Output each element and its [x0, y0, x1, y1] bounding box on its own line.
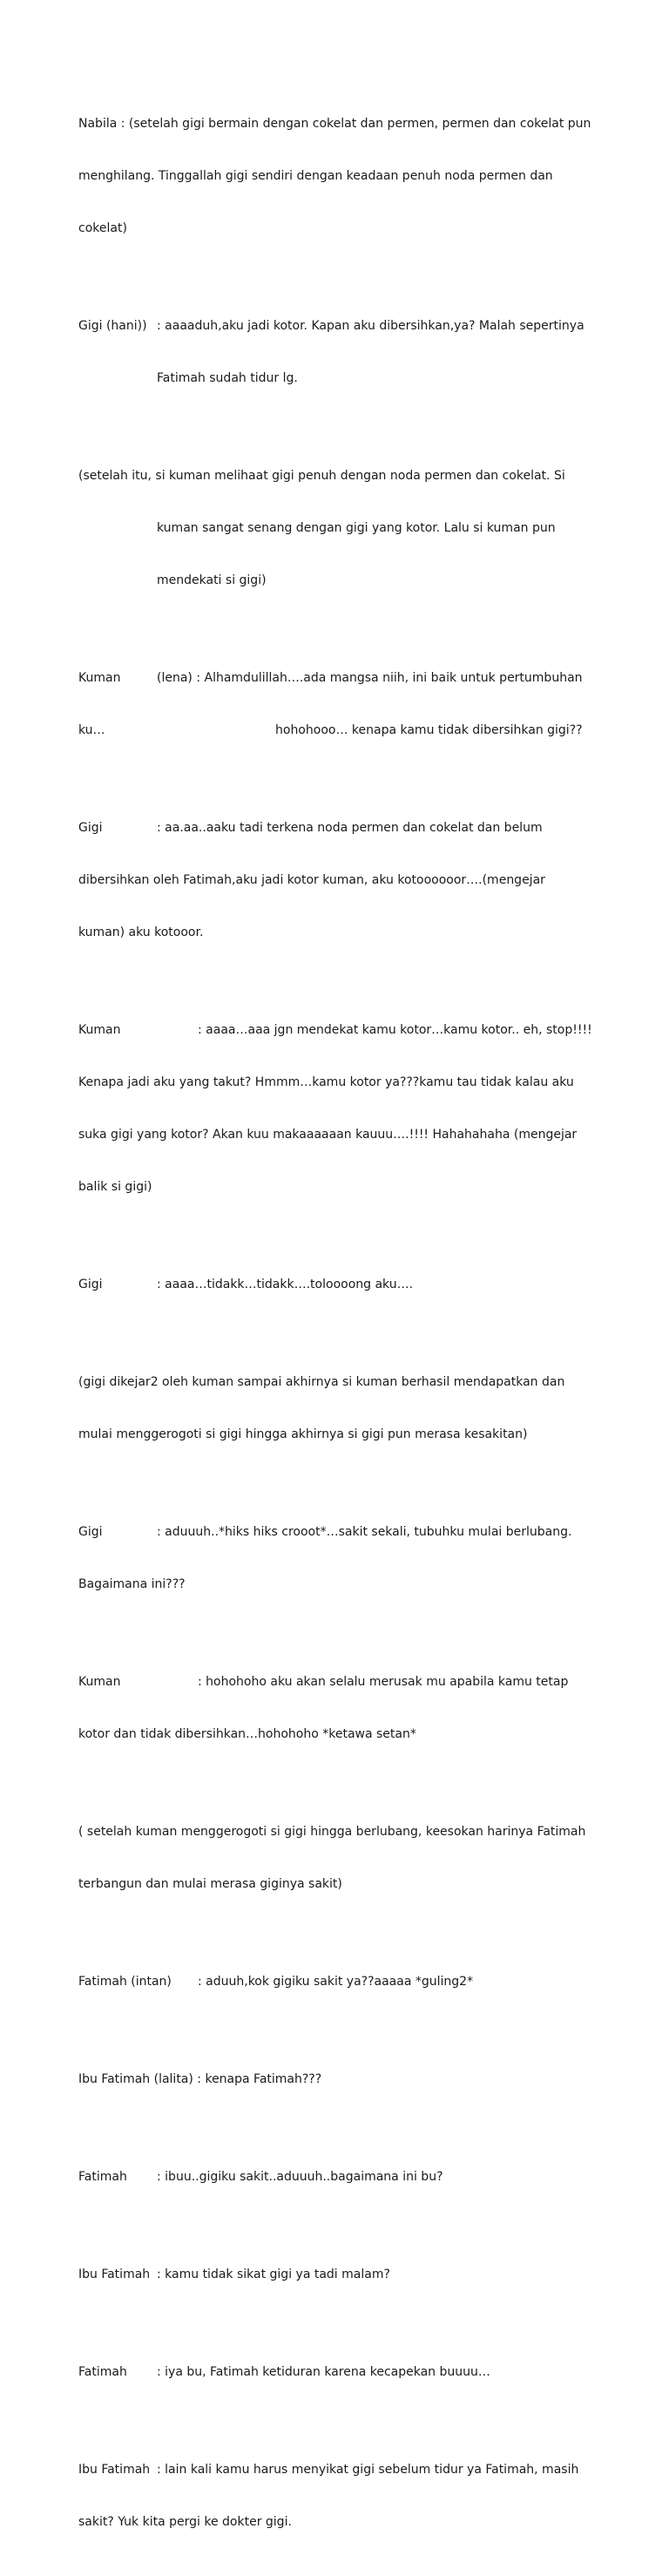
speaker-label: Gigi (hani)): [78, 319, 147, 333]
text-line: [78, 1973, 592, 1990]
dialogue-paragraph: [78, 2231, 592, 2318]
text-line: dibersihkan oleh Fatimah,aku jadi kotor kuman, aku kotoooooor….(mengejar: [78, 873, 545, 887]
dialogue-text: : aduuh,kok gigiku sakit ya??aaaaa *guling2*: [198, 1975, 474, 1989]
speaker-label: Gigi: [78, 1525, 103, 1539]
narration-paragraph: [78, 1339, 592, 1478]
speaker-label: Fatimah: [78, 2365, 127, 2379]
narration-paragraph: [78, 432, 592, 624]
text-line: menghilang. Tinggallah gigi sendiri dengan keadaan penuh noda permen dan: [78, 169, 553, 183]
dialogue-text: : aaaaduh,aku jadi kotor. Kapan aku dibersihkan,ya? Malah sepertinya: [157, 319, 585, 333]
text-line: kuman) aku kotooor.: [78, 925, 204, 939]
text-line: cokelat): [78, 221, 127, 235]
text-line: Nabila : (setelah gigi bermain dengan cokelat dan permen, permen dan cokelat pun: [78, 117, 591, 131]
dialogue-text: : iya bu, Fatimah ketiduran karena kecapekan buuuu…: [157, 2365, 490, 2379]
dialogue-paragraph: [78, 784, 592, 976]
dialogue-text: : hohohoho aku akan selalu merusak mu apabila kamu tetap: [198, 1675, 569, 1689]
dialogue-paragraph: [78, 1488, 592, 1628]
dialogue-paragraph: [78, 1638, 592, 1778]
text-line: [78, 819, 592, 837]
text-line: [78, 1276, 592, 1293]
text-line: [78, 1021, 592, 1039]
dialogue-paragraph: [78, 1938, 592, 2025]
text-line: kotor dan tidak dibersihkan…hohohoho *ketawa setan*: [78, 1727, 416, 1741]
speaker-label: Kuman: [78, 1675, 121, 1689]
text-line: [78, 317, 592, 335]
text-line: (gigi dikejar2 oleh kuman sampai akhirnya si kuman berhasil mendapatkan dan: [78, 1375, 565, 1389]
text-line: sakit? Yuk kita pergi ke dokter gigi.: [78, 2515, 292, 2529]
dialogue-paragraph: [78, 2036, 592, 2123]
text-line: suka gigi yang kotor? Akan kuu makaaaaaan kauuu….!!!! Hahahahaha (mengejar: [78, 1128, 578, 1142]
speaker-label: Kuman: [78, 1023, 121, 1037]
text-line: kuman sangat senang dengan gigi yang kotor. Lalu si kuman pun: [157, 521, 556, 535]
text-line: [78, 2266, 592, 2283]
dialogue-paragraph: [78, 282, 592, 422]
dialogue-paragraph: [78, 634, 592, 774]
document-body: [78, 80, 592, 2576]
dialogue-text: : aaaa…tidakk…tidakk….toloooong aku….: [157, 1278, 414, 1291]
text-line: Ibu Fatimah (lalita) : kenapa Fatimah???: [78, 2072, 322, 2086]
text-line: [78, 1523, 592, 1541]
speaker-label: Gigi: [78, 1278, 103, 1291]
dialogue-text: : kamu tidak sikat gigi ya tadi malam?: [157, 2268, 390, 2281]
text-line: terbangun dan mulai merasa giginya sakit): [78, 1877, 342, 1891]
speaker-label: Ibu Fatimah: [78, 2463, 151, 2477]
dialogue-text: : aaaa…aaa jgn mendekat kamu kotor…kamu kotor.. eh, stop!!!!: [198, 1023, 592, 1037]
text-line: (setelah itu, si kuman melihaat gigi penuh dengan noda permen dan cokelat. Si: [78, 469, 565, 483]
text-line: [78, 1673, 592, 1691]
dialogue-text: ku…: [78, 723, 105, 737]
dialogue-text: : aa.aa..aaku tadi terkena noda permen dan cokelat dan belum: [157, 821, 543, 835]
text-line: [78, 2363, 592, 2381]
dialogue-text: hohohooo… kenapa kamu tidak dibersihkan gigi??: [275, 723, 583, 737]
dialogue-paragraph: [78, 2133, 592, 2220]
dialogue-text: : ibuu..gigiku sakit..aduuuh..bagaimana ini bu?: [157, 2170, 443, 2184]
dialogue-text: (lena) : Alhamdulillah….ada mangsa niih, ini baik untuk pertumbuhan: [157, 671, 583, 685]
speaker-label: Kuman: [78, 671, 121, 685]
dialogue-paragraph: [78, 1241, 592, 1328]
text-line: balik si gigi): [78, 1180, 152, 1194]
speaker-label: Fatimah (intan): [78, 1975, 172, 1989]
dialogue-paragraph: [78, 2329, 592, 2416]
text-line: Fatimah sudah tidur lg.: [157, 371, 298, 385]
text-line: mendekati si gigi): [157, 573, 267, 587]
text-line: Kenapa jadi aku yang takut? Hmmm…kamu kotor ya???kamu tau tidak kalau aku: [78, 1075, 574, 1089]
text-line: [78, 722, 592, 739]
text-line: Bagaimana ini???: [78, 1577, 186, 1591]
speaker-label: Gigi: [78, 821, 103, 835]
dialogue-text: : lain kali kamu harus menyikat gigi sebelum tidur ya Fatimah, masih: [157, 2463, 579, 2477]
text-line: [78, 2168, 592, 2186]
text-line: mulai menggerogoti si gigi hingga akhirnya si gigi pun merasa kesakitan): [78, 1427, 528, 1441]
speaker-label: Ibu Fatimah: [78, 2268, 151, 2281]
dialogue-paragraph: [78, 986, 592, 1230]
speaker-label: Fatimah: [78, 2170, 127, 2184]
narration-paragraph: [78, 1788, 592, 1928]
text-line: ( setelah kuman menggerogoti si gigi hingga berlubang, keesokan harinya Fatimah: [78, 1825, 586, 1839]
dialogue-paragraph: [78, 2426, 592, 2566]
text-line: [78, 669, 592, 687]
text-line: [78, 2461, 592, 2478]
narration-paragraph: [78, 80, 592, 272]
dialogue-text: : aduuuh..*hiks hiks crooot*…sakit sekali, tubuhku mulai berlubang.: [157, 1525, 572, 1539]
